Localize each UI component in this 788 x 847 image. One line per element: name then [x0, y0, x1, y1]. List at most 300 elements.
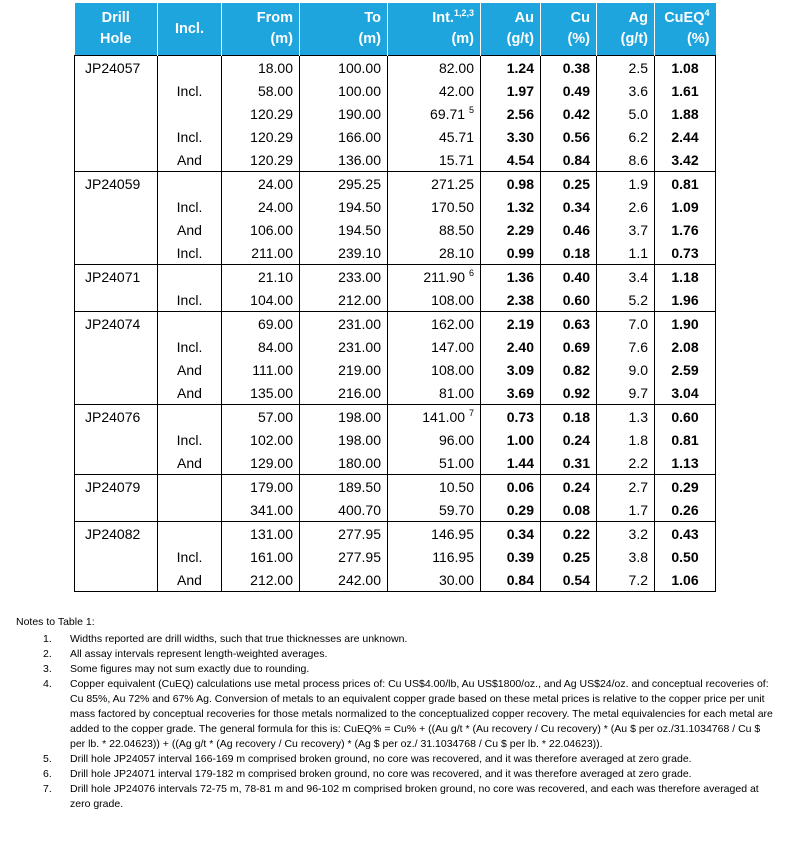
- cell-au: [481, 312, 541, 336]
- cell-to: [300, 381, 388, 405]
- cell-incl: [158, 498, 222, 522]
- cell-value: 3.42: [671, 151, 699, 168]
- cell-incl: [158, 56, 222, 80]
- cell-to: [300, 218, 388, 241]
- cell-ag: [597, 428, 655, 451]
- cell-from: [222, 498, 300, 522]
- cell-hole: [75, 451, 158, 475]
- cell-int: [388, 102, 481, 125]
- cell-hole: [75, 79, 158, 102]
- cell-value: 2.19: [506, 315, 534, 332]
- cell-int: [388, 56, 481, 80]
- cell-value: 108.00: [431, 291, 474, 308]
- cell-value: 5.0: [628, 105, 648, 122]
- cell-int: [388, 218, 481, 241]
- cell-au: [481, 195, 541, 218]
- cell-incl: [158, 405, 222, 429]
- cell-ag: [597, 265, 655, 289]
- cell-cu: [541, 148, 597, 172]
- cell-value: 9.7: [628, 384, 648, 401]
- cell-to: [300, 545, 388, 568]
- table-row: [75, 475, 716, 499]
- cell-cueq: [655, 148, 716, 172]
- note-item: [16, 647, 776, 662]
- cell-value: 271.25: [431, 175, 474, 192]
- header-drill-hole: [75, 3, 158, 56]
- cell-value: 10.50: [438, 478, 474, 495]
- cell-int: [388, 568, 481, 592]
- cell-cueq: [655, 522, 716, 546]
- cell-au: [481, 56, 541, 80]
- cell-value: 198.00: [338, 408, 381, 425]
- cell-cueq: [655, 102, 716, 125]
- header-cueq: [655, 3, 716, 56]
- cell-value: 51.00: [438, 454, 474, 471]
- cell-incl: [158, 451, 222, 475]
- cell-value: Incl.: [176, 548, 203, 565]
- cell-cu: [541, 218, 597, 241]
- header-label: From: [256, 10, 293, 26]
- header-unit: (m): [358, 31, 381, 47]
- cell-hole: [75, 545, 158, 568]
- cell-value: 239.10: [338, 244, 381, 261]
- cell-from: [222, 125, 300, 148]
- cell-from: [222, 475, 300, 499]
- note-item: [16, 782, 776, 812]
- cell-value: 2.29: [506, 221, 534, 238]
- cell-int: [388, 79, 481, 102]
- cell-au: [481, 288, 541, 312]
- cell-value: 141.00: [422, 408, 466, 425]
- cell-value: 166.00: [338, 128, 381, 145]
- cell-ag: [597, 56, 655, 80]
- cell-value: 211.90: [423, 268, 466, 285]
- cell-value: 120.29: [250, 128, 293, 145]
- cell-value: And: [177, 361, 202, 378]
- cell-int: [388, 545, 481, 568]
- cell-ag: [597, 218, 655, 241]
- cell-ag: [597, 79, 655, 102]
- cell-value: 0.43: [671, 525, 699, 542]
- cell-value: 100.00: [338, 82, 381, 99]
- table-row: [75, 498, 716, 522]
- cell-value: 0.99: [506, 244, 534, 261]
- cell-hole: [75, 265, 158, 289]
- cell-from: [222, 405, 300, 429]
- cell-to: [300, 195, 388, 218]
- note-item: [16, 767, 776, 782]
- cell-cu: [541, 195, 597, 218]
- header-label: Cu: [570, 10, 590, 26]
- cell-int: [388, 288, 481, 312]
- cell-value: 0.73: [671, 244, 699, 261]
- cell-value: 1.06: [671, 571, 699, 588]
- table-notes: [16, 615, 776, 812]
- cell-ag: [597, 195, 655, 218]
- table-row: [75, 358, 716, 381]
- cell-value: 2.38: [506, 291, 534, 308]
- cell-to: [300, 125, 388, 148]
- table-row: [75, 148, 716, 172]
- cell-to: [300, 451, 388, 475]
- cell-value: 3.2: [628, 525, 648, 542]
- cell-value: JP24082: [85, 525, 141, 542]
- cell-cueq: [655, 568, 716, 592]
- cell-value: 198.00: [338, 431, 381, 448]
- cell-from: [222, 241, 300, 265]
- table-row: [75, 428, 716, 451]
- cell-value: 0.25: [562, 548, 590, 565]
- cell-ag: [597, 545, 655, 568]
- cell-value: 194.50: [338, 221, 381, 238]
- cell-incl: [158, 381, 222, 405]
- cell-value: 0.34: [506, 525, 534, 542]
- cell-value: 1.09: [671, 198, 699, 215]
- cell-cueq: [655, 381, 716, 405]
- note-text: Drill hole JP24076 intervals 72-75 m, 78-81 m and 96-102 m comprised broken ground, no core was recovered, and each was therefore averaged at zero grade.: [70, 783, 759, 810]
- cell-value: 0.22: [562, 525, 590, 542]
- cell-value: 102.00: [250, 431, 293, 448]
- cell-cu: [541, 568, 597, 592]
- cell-incl: [158, 102, 222, 125]
- cell-to: [300, 102, 388, 125]
- cell-cu: [541, 102, 597, 125]
- table-row: [75, 312, 716, 336]
- cell-value: 3.09: [506, 361, 534, 378]
- cell-cueq: [655, 545, 716, 568]
- cell-ag: [597, 288, 655, 312]
- cell-value: 0.34: [562, 198, 590, 215]
- cell-value: 88.50: [438, 221, 474, 238]
- cell-hole: [75, 241, 158, 265]
- cell-incl: [158, 428, 222, 451]
- cell-value: 0.60: [671, 408, 699, 425]
- cell-value: 3.4: [628, 268, 648, 285]
- cell-value: JP24059: [85, 175, 141, 192]
- cell-au: [481, 172, 541, 196]
- cell-value: 1.3: [628, 408, 648, 425]
- cell-to: [300, 498, 388, 522]
- cell-to: [300, 265, 388, 289]
- cell-int: [388, 358, 481, 381]
- cell-ag: [597, 172, 655, 196]
- cell-value: Incl.: [176, 291, 203, 308]
- cell-value: 180.00: [338, 454, 381, 471]
- cell-cu: [541, 545, 597, 568]
- cell-value: 1.32: [506, 198, 534, 215]
- cell-value: 24.00: [257, 175, 293, 192]
- cell-int: [388, 405, 481, 429]
- table-row: [75, 381, 716, 405]
- cell-value: And: [177, 221, 202, 238]
- cell-value: 0.81: [671, 175, 699, 192]
- table-row: [75, 522, 716, 546]
- note-text: Drill hole JP24057 interval 166-169 m comprised broken ground, no core was recovered, and it was therefore averaged at zero grade.: [70, 753, 692, 765]
- cell-value: 30.00: [438, 571, 474, 588]
- cell-value: 189.50: [338, 478, 381, 495]
- cell-ag: [597, 335, 655, 358]
- cell-value: Incl.: [176, 128, 203, 145]
- cell-ag: [597, 498, 655, 522]
- table-header-row: [75, 3, 716, 56]
- cell-ag: [597, 312, 655, 336]
- cell-value: 1.61: [671, 82, 699, 99]
- cell-value: 242.00: [338, 571, 381, 588]
- cell-int: [388, 381, 481, 405]
- cell-value: 0.84: [562, 151, 590, 168]
- cell-value: 0.98: [506, 175, 534, 192]
- table-row: [75, 218, 716, 241]
- cell-value: 3.04: [671, 384, 699, 401]
- cell-cueq: [655, 475, 716, 499]
- header-label: Au: [514, 10, 534, 26]
- cell-value: 21.10: [257, 268, 293, 285]
- cell-value: 0.26: [671, 501, 699, 518]
- cell-value: 0.73: [506, 408, 534, 425]
- cell-ag: [597, 358, 655, 381]
- cell-cu: [541, 405, 597, 429]
- cell-ag: [597, 102, 655, 125]
- cell-cueq: [655, 218, 716, 241]
- header-interval: [388, 3, 481, 56]
- cell-from: [222, 288, 300, 312]
- cell-au: [481, 451, 541, 475]
- cell-value: 0.81: [671, 431, 699, 448]
- cell-au: [481, 79, 541, 102]
- cell-cueq: [655, 56, 716, 80]
- cell-cu: [541, 451, 597, 475]
- cell-value: 147.00: [431, 338, 474, 355]
- cell-value: 0.46: [562, 221, 590, 238]
- cell-int: [388, 241, 481, 265]
- cell-value: 170.50: [431, 198, 474, 215]
- cell-from: [222, 148, 300, 172]
- cell-value: 8.6: [628, 151, 648, 168]
- cell-value: 0.29: [671, 478, 699, 495]
- cell-cu: [541, 79, 597, 102]
- cell-incl: [158, 335, 222, 358]
- cell-value: 231.00: [338, 338, 381, 355]
- cell-hole: [75, 568, 158, 592]
- cell-ag: [597, 125, 655, 148]
- header-unit: (%): [686, 31, 710, 47]
- cell-int: [388, 125, 481, 148]
- note-text: Drill hole JP24071 interval 179-182 m comprised broken ground, no core was recovered, and it was therefore averaged at zero grade.: [70, 768, 692, 780]
- cell-au: [481, 545, 541, 568]
- cell-value: 1.24: [506, 59, 534, 76]
- cell-incl: [158, 288, 222, 312]
- cell-value: 116.95: [432, 548, 474, 565]
- cell-value: JP24079: [85, 478, 141, 495]
- footnote-ref: 5: [468, 104, 474, 115]
- table-body: [75, 56, 716, 592]
- cell-hole: [75, 56, 158, 80]
- cell-value: 1.8: [628, 431, 648, 448]
- note-text: Widths reported are drill widths, such that true thicknesses are unknown.: [70, 633, 408, 645]
- cell-from: [222, 265, 300, 289]
- cell-int: [388, 498, 481, 522]
- note-number: 2.: [43, 648, 52, 660]
- cell-value: 2.59: [671, 361, 699, 378]
- cell-hole: [75, 335, 158, 358]
- cell-value: 0.24: [562, 431, 590, 448]
- cell-value: 0.40: [562, 268, 590, 285]
- cell-from: [222, 381, 300, 405]
- cell-au: [481, 335, 541, 358]
- cell-value: 42.00: [438, 82, 474, 99]
- cell-cueq: [655, 79, 716, 102]
- cell-incl: [158, 265, 222, 289]
- cell-au: [481, 125, 541, 148]
- cell-incl: [158, 218, 222, 241]
- cell-cu: [541, 381, 597, 405]
- cell-to: [300, 312, 388, 336]
- cell-value: Incl.: [176, 82, 203, 99]
- cell-value: 0.56: [562, 128, 590, 145]
- cell-value: Incl.: [176, 244, 203, 261]
- header-unit: (g/t): [620, 31, 648, 47]
- cell-value: 341.00: [250, 501, 293, 518]
- cell-ag: [597, 522, 655, 546]
- cell-value: 81.00: [438, 384, 474, 401]
- header-incl: [158, 3, 222, 56]
- cell-ag: [597, 475, 655, 499]
- cell-value: 1.44: [506, 454, 534, 471]
- cell-value: 6.2: [628, 128, 648, 145]
- cell-incl: [158, 358, 222, 381]
- cell-from: [222, 79, 300, 102]
- cell-incl: [158, 568, 222, 592]
- cell-value: 15.71: [438, 151, 474, 168]
- cell-cu: [541, 475, 597, 499]
- header-unit: (m): [451, 31, 474, 47]
- header-to: [300, 3, 388, 56]
- cell-value: 0.18: [562, 408, 590, 425]
- cell-ag: [597, 241, 655, 265]
- cell-hole: [75, 172, 158, 196]
- cell-value: And: [177, 384, 202, 401]
- cell-hole: [75, 312, 158, 336]
- cell-value: 84.00: [257, 338, 293, 355]
- cell-value: 131.00: [250, 525, 293, 542]
- cell-cu: [541, 172, 597, 196]
- cell-value: 0.82: [562, 361, 590, 378]
- cell-to: [300, 358, 388, 381]
- cell-au: [481, 428, 541, 451]
- cell-incl: [158, 241, 222, 265]
- cell-value: 219.00: [338, 361, 381, 378]
- assay-results-table: [74, 3, 716, 592]
- cell-value: 136.00: [338, 151, 381, 168]
- cell-value: 2.56: [506, 105, 534, 122]
- header-label: Drill: [101, 10, 130, 26]
- cell-value: 0.60: [562, 291, 590, 308]
- cell-value: 295.25: [338, 175, 381, 192]
- cell-value: 1.08: [671, 59, 699, 76]
- cell-value: 0.84: [506, 571, 534, 588]
- cell-value: 1.1: [628, 244, 648, 261]
- table-row: [75, 568, 716, 592]
- header-cu: [541, 3, 597, 56]
- cell-value: 58.00: [257, 82, 293, 99]
- cell-incl: [158, 125, 222, 148]
- cell-cu: [541, 335, 597, 358]
- cell-au: [481, 381, 541, 405]
- header-unit: (%): [567, 31, 590, 47]
- cell-value: 1.9: [628, 175, 648, 192]
- cell-value: 212.00: [250, 571, 293, 588]
- cell-value: 1.96: [671, 291, 699, 308]
- cell-value: 216.00: [338, 384, 381, 401]
- cell-value: JP24071: [85, 268, 141, 285]
- cell-value: 9.0: [628, 361, 648, 378]
- note-item: [16, 632, 776, 647]
- cell-value: 162.00: [431, 315, 474, 332]
- note-text: All assay intervals represent length-weighted averages.: [70, 648, 328, 660]
- note-number: 3.: [43, 663, 52, 675]
- cell-to: [300, 568, 388, 592]
- note-item: [16, 662, 776, 677]
- table-row: [75, 125, 716, 148]
- cell-hole: [75, 288, 158, 312]
- cell-int: [388, 475, 481, 499]
- cell-cueq: [655, 405, 716, 429]
- cell-value: 0.50: [671, 548, 699, 565]
- table-row: [75, 405, 716, 429]
- cell-value: 82.00: [438, 59, 474, 76]
- cell-hole: [75, 381, 158, 405]
- cell-hole: [75, 358, 158, 381]
- cell-value: 0.25: [562, 175, 590, 192]
- cell-value: 2.08: [671, 338, 699, 355]
- cell-value: 1.76: [671, 221, 699, 238]
- cell-to: [300, 288, 388, 312]
- cell-value: 3.30: [506, 128, 534, 145]
- cell-from: [222, 195, 300, 218]
- cell-to: [300, 79, 388, 102]
- header-label: Incl.: [174, 20, 204, 37]
- cell-value: 18.00: [257, 59, 293, 76]
- cell-cueq: [655, 172, 716, 196]
- cell-value: 233.00: [338, 268, 381, 285]
- cell-int: [388, 335, 481, 358]
- cell-value: 0.69: [562, 338, 590, 355]
- cell-cueq: [655, 335, 716, 358]
- cell-ag: [597, 568, 655, 592]
- table-row: [75, 195, 716, 218]
- cell-value: 179.00: [250, 478, 293, 495]
- cell-value: 0.63: [562, 315, 590, 332]
- cell-value: 194.50: [338, 198, 381, 215]
- cell-to: [300, 335, 388, 358]
- cell-value: 0.92: [562, 384, 590, 401]
- cell-value: 2.2: [628, 454, 648, 471]
- cell-value: Incl.: [176, 431, 203, 448]
- cell-hole: [75, 405, 158, 429]
- cell-hole: [75, 125, 158, 148]
- cell-value: 146.95: [431, 525, 474, 542]
- cell-incl: [158, 172, 222, 196]
- cell-value: 129.00: [250, 454, 293, 471]
- cell-from: [222, 358, 300, 381]
- cell-hole: [75, 148, 158, 172]
- cell-cueq: [655, 498, 716, 522]
- note-text: Copper equivalent (CuEQ) calculations use metal process prices of: Cu US$4.00/lb, Au US$1800/oz., and Ag US$24/oz. and conceptual recoveries of: Cu 85%, Au 72% and 67% Ag. Conversion of metals to an equivalent copper grade based on these metal prices is relative to the copper price per unit mass factored by conceptual recoveries for those metals normalized to the conceptualized copper recovery. The metal equivalencies for each metal are added to the copper grade. The general formula for this is: CuEQ% = Cu% + ((Au g/t * (Au recovery / Cu recovery) * (Au $ per oz./31.1034768 / Cu $ per lb. * 22.04623)) + ((Ag g/t * (Ag recovery / Cu recovery) * (Ag $ per oz./ 31.1034768 / Cu $ per lb. * 22.04623)).: [70, 678, 773, 750]
- cell-au: [481, 475, 541, 499]
- cell-cueq: [655, 265, 716, 289]
- cell-au: [481, 241, 541, 265]
- cell-value: 3.8: [628, 548, 648, 565]
